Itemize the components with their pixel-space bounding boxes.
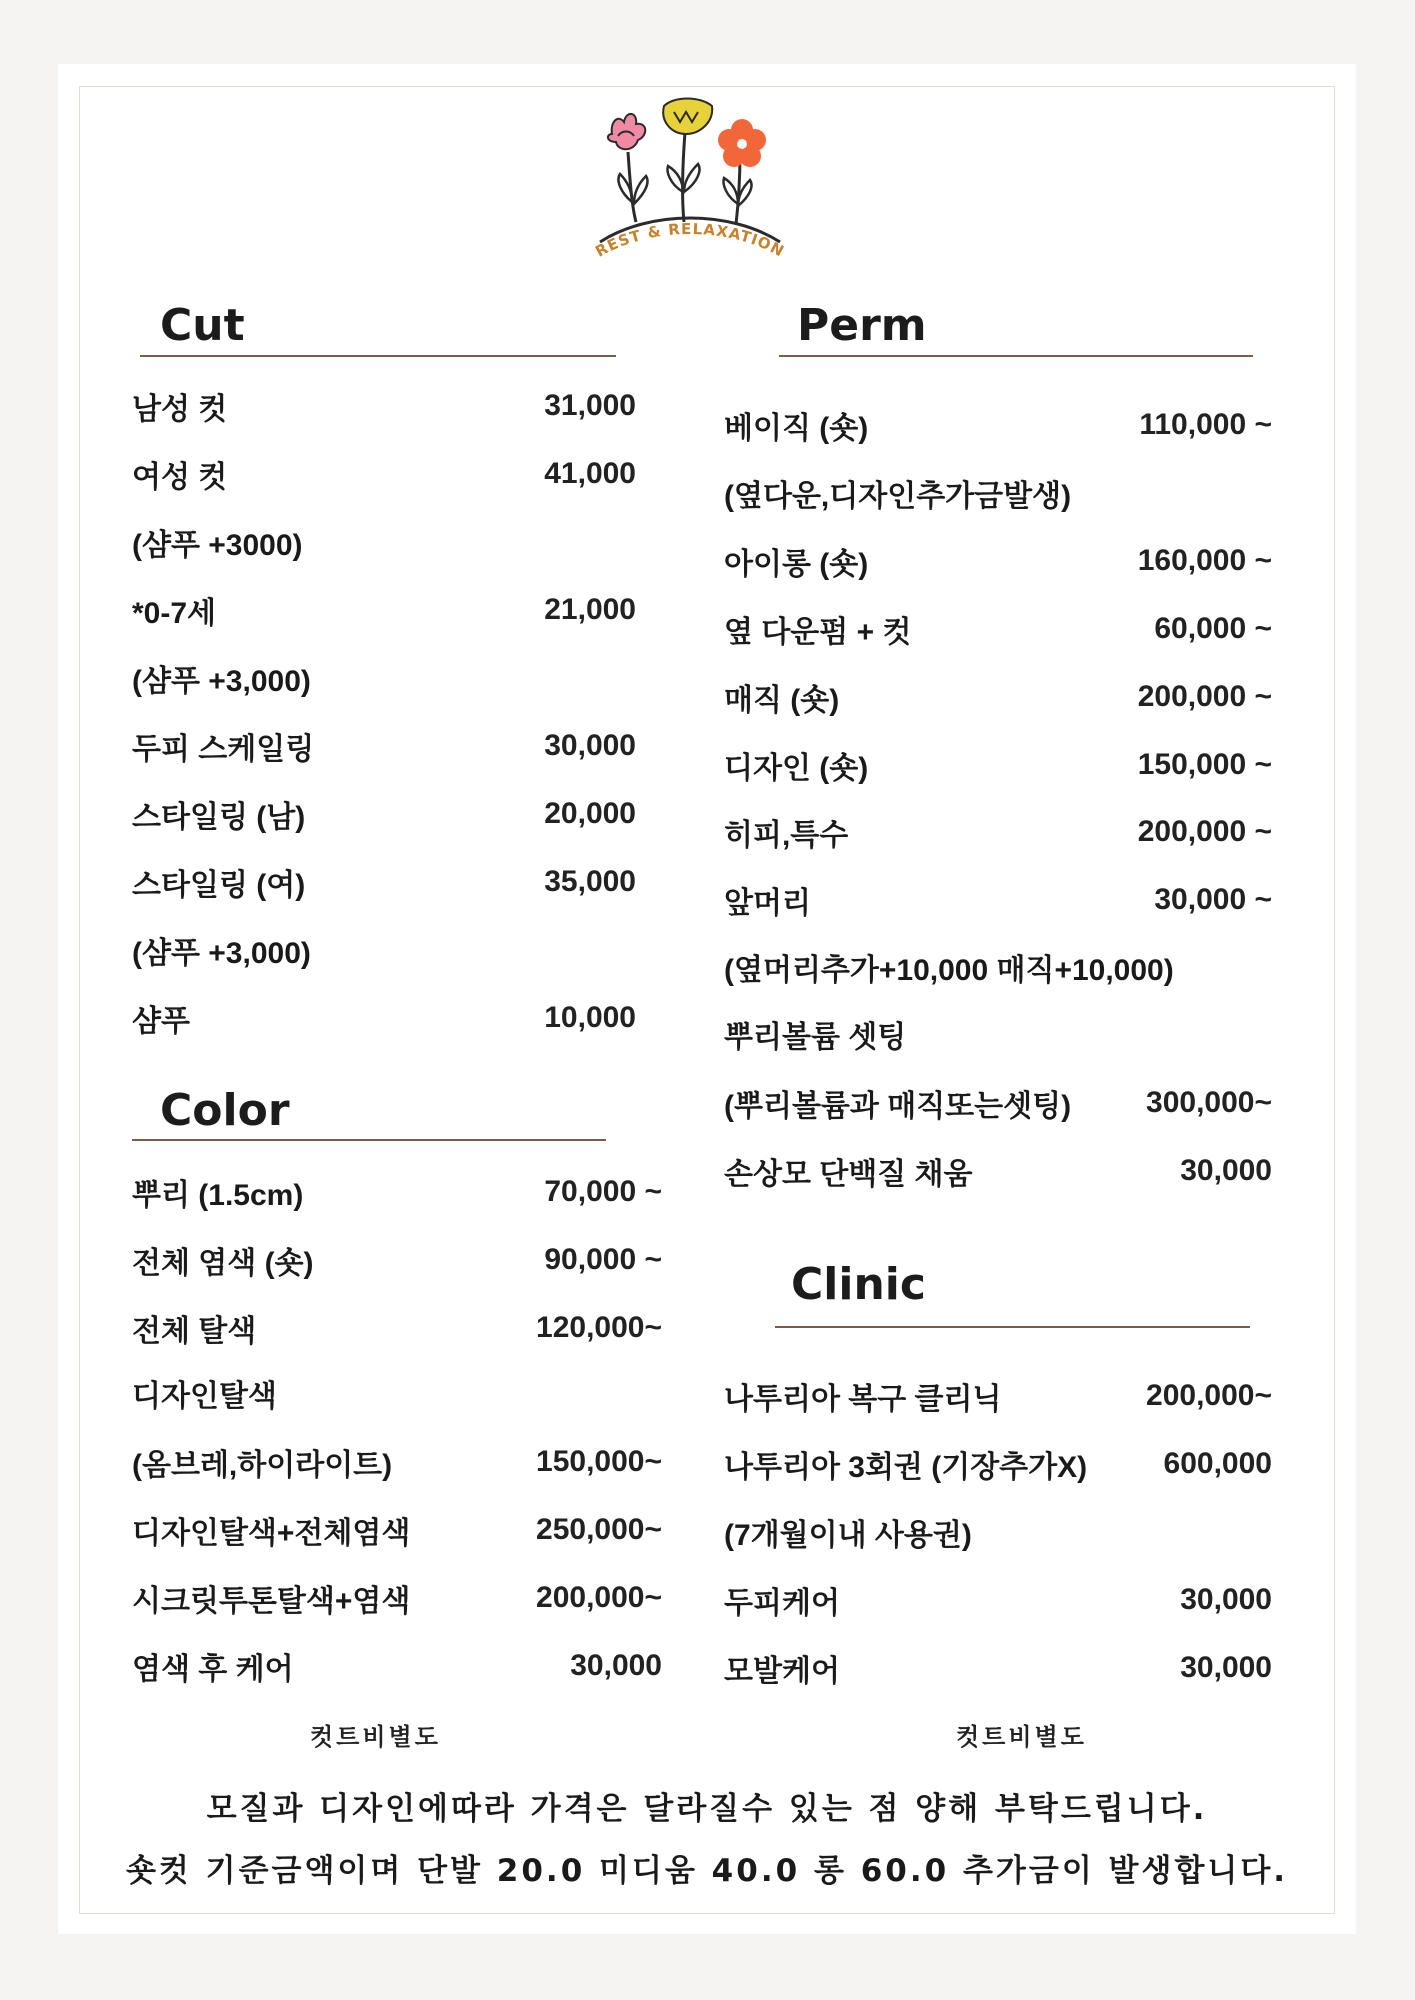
- item-price: 300,000~: [1146, 1086, 1272, 1119]
- list-item: [132, 590, 636, 630]
- item-price: 30,000 ~: [1154, 883, 1272, 916]
- item-name: 디자인탈색: [132, 1380, 277, 1413]
- clinic-note: 컷트비별도: [956, 1724, 1087, 1751]
- list-item: [132, 726, 636, 766]
- list-item: [132, 454, 636, 494]
- item-price: 31,000: [544, 389, 636, 422]
- item-name: 앞머리: [724, 887, 811, 920]
- list-item: [132, 1172, 662, 1212]
- item-name: 모발케어: [724, 1655, 840, 1688]
- item-price: 250,000~: [536, 1513, 662, 1546]
- item-name: 시크릿투톤탈색+염색: [132, 1585, 411, 1618]
- list-item: [132, 862, 636, 902]
- list-item: [724, 1014, 1272, 1054]
- list-item: [132, 1578, 662, 1618]
- list-item: [724, 880, 1272, 920]
- list-item: [132, 658, 636, 698]
- footer-notice-2: 숏컷 기준금액이며 단발 20.0 미디움 40.0 롱 60.0 추가금이 발생합니다.: [125, 1853, 1289, 1889]
- list-item: [132, 1308, 662, 1348]
- item-name: 히피,특수: [724, 819, 849, 852]
- section-title-cut: Cut: [160, 300, 245, 351]
- clinic-divider: [775, 1326, 1250, 1328]
- item-price: 200,000~: [536, 1581, 662, 1614]
- list-item: [132, 794, 636, 834]
- color-divider: [132, 1139, 606, 1141]
- item-name: 매직 (숏): [724, 684, 840, 717]
- item-name: 아이롱 (숏): [724, 548, 869, 581]
- list-item: [724, 812, 1272, 852]
- item-price: 41,000: [544, 457, 636, 490]
- list-item: [724, 609, 1272, 649]
- section-title-perm: Perm: [797, 300, 927, 351]
- item-price: 90,000 ~: [544, 1243, 662, 1276]
- item-name: 베이직 (숏): [724, 412, 869, 445]
- list-item: [724, 1580, 1272, 1620]
- list-item: [132, 1646, 662, 1686]
- list-item: [724, 1151, 1272, 1191]
- item-name: 두피케어: [724, 1587, 840, 1620]
- item-price: 70,000 ~: [544, 1175, 662, 1208]
- item-price: 200,000 ~: [1137, 680, 1272, 713]
- item-name: (옆다운,디자인추가금발생): [724, 480, 1072, 513]
- list-item: [724, 541, 1272, 581]
- list-item: [724, 1648, 1272, 1688]
- item-name: (뿌리볼륨과 매직또는셋팅): [724, 1090, 1072, 1123]
- item-price: 160,000 ~: [1137, 544, 1272, 577]
- item-price: 30,000: [1180, 1651, 1272, 1684]
- flower-logo: [590, 92, 790, 272]
- item-name: 남성 컷: [132, 393, 228, 426]
- list-item: [724, 405, 1272, 445]
- item-name: 여성 컷: [132, 461, 228, 494]
- list-item: [724, 677, 1272, 717]
- list-item: [132, 998, 636, 1038]
- item-price: 21,000: [544, 593, 636, 626]
- cut-divider: [140, 355, 616, 357]
- item-name: (옴브레,하이라이트): [132, 1449, 393, 1482]
- item-price: 30,000: [570, 1649, 662, 1682]
- item-price: 10,000: [544, 1001, 636, 1034]
- item-name: 나투리아 3회권 (기장추가X): [724, 1451, 1088, 1484]
- svg-text:REST & RELAXATION: [592, 220, 787, 261]
- item-name: 전체 탈색: [132, 1315, 257, 1348]
- list-item: [724, 473, 1272, 513]
- item-name: 샴푸: [132, 1005, 190, 1038]
- logo-text: REST & RELAXATION: [592, 219, 788, 261]
- item-name: (7개월이내 사용권): [724, 1519, 972, 1552]
- list-item: [132, 1240, 662, 1280]
- item-name: 손상모 단백질 채움: [724, 1158, 973, 1191]
- list-item: [132, 1373, 662, 1413]
- perm-divider: [779, 355, 1253, 357]
- item-name: 전체 염색 (숏): [132, 1247, 314, 1280]
- item-name: 나투리아 복구 클리닉: [724, 1383, 1002, 1416]
- item-name: 스타일링 (남): [132, 801, 306, 834]
- item-name: *0-7세: [132, 597, 217, 630]
- item-name: 염색 후 케어: [132, 1653, 294, 1686]
- item-price: 150,000 ~: [1137, 748, 1272, 781]
- list-item: [724, 745, 1272, 785]
- item-price: 30,000: [1180, 1583, 1272, 1616]
- item-price: 120,000~: [536, 1311, 662, 1344]
- item-name: (옆머리추가+10,000 매직+10,000): [724, 954, 1174, 987]
- item-name: 스타일링 (여): [132, 869, 306, 902]
- item-name: 두피 스케일링: [132, 733, 315, 766]
- section-title-clinic: Clinic: [791, 1259, 926, 1310]
- item-name: (샴푸 +3,000): [132, 665, 311, 698]
- item-name: 디자인 (숏): [724, 752, 869, 785]
- list-item: [724, 947, 1272, 987]
- item-name: 뿌리볼륨 셋팅: [724, 1021, 907, 1054]
- section-title-color: Color: [160, 1085, 290, 1136]
- list-item: [724, 1083, 1272, 1123]
- list-item: [132, 930, 636, 970]
- item-name: (샴푸 +3000): [132, 529, 303, 562]
- color-note: 컷트비별도: [310, 1724, 441, 1751]
- list-item: [132, 1442, 662, 1482]
- item-name: (샴푸 +3,000): [132, 937, 311, 970]
- footer-notice-1: 모질과 디자인에따라 가격은 달라질수 있는 점 양해 부탁드립니다.: [206, 1791, 1208, 1827]
- item-price: 30,000: [544, 729, 636, 762]
- item-name: 뿌리 (1.5cm): [132, 1179, 304, 1212]
- item-price: 30,000: [1180, 1154, 1272, 1187]
- list-item: [132, 1510, 662, 1550]
- list-item: [132, 386, 636, 426]
- item-price: 200,000~: [1146, 1379, 1272, 1412]
- list-item: [724, 1512, 1272, 1552]
- item-price: 600,000: [1163, 1447, 1272, 1480]
- list-item: [724, 1444, 1272, 1484]
- item-price: 110,000 ~: [1139, 408, 1272, 441]
- item-price: 200,000 ~: [1137, 815, 1272, 848]
- list-item: [132, 522, 636, 562]
- item-price: 60,000 ~: [1154, 612, 1272, 645]
- item-name: 옆 다운펌 + 컷: [724, 616, 912, 649]
- item-price: 35,000: [544, 865, 636, 898]
- item-name: 디자인탈색+전체염색: [132, 1517, 411, 1550]
- item-price: 150,000~: [536, 1445, 662, 1478]
- item-price: 20,000: [544, 797, 636, 830]
- list-item: [724, 1376, 1272, 1416]
